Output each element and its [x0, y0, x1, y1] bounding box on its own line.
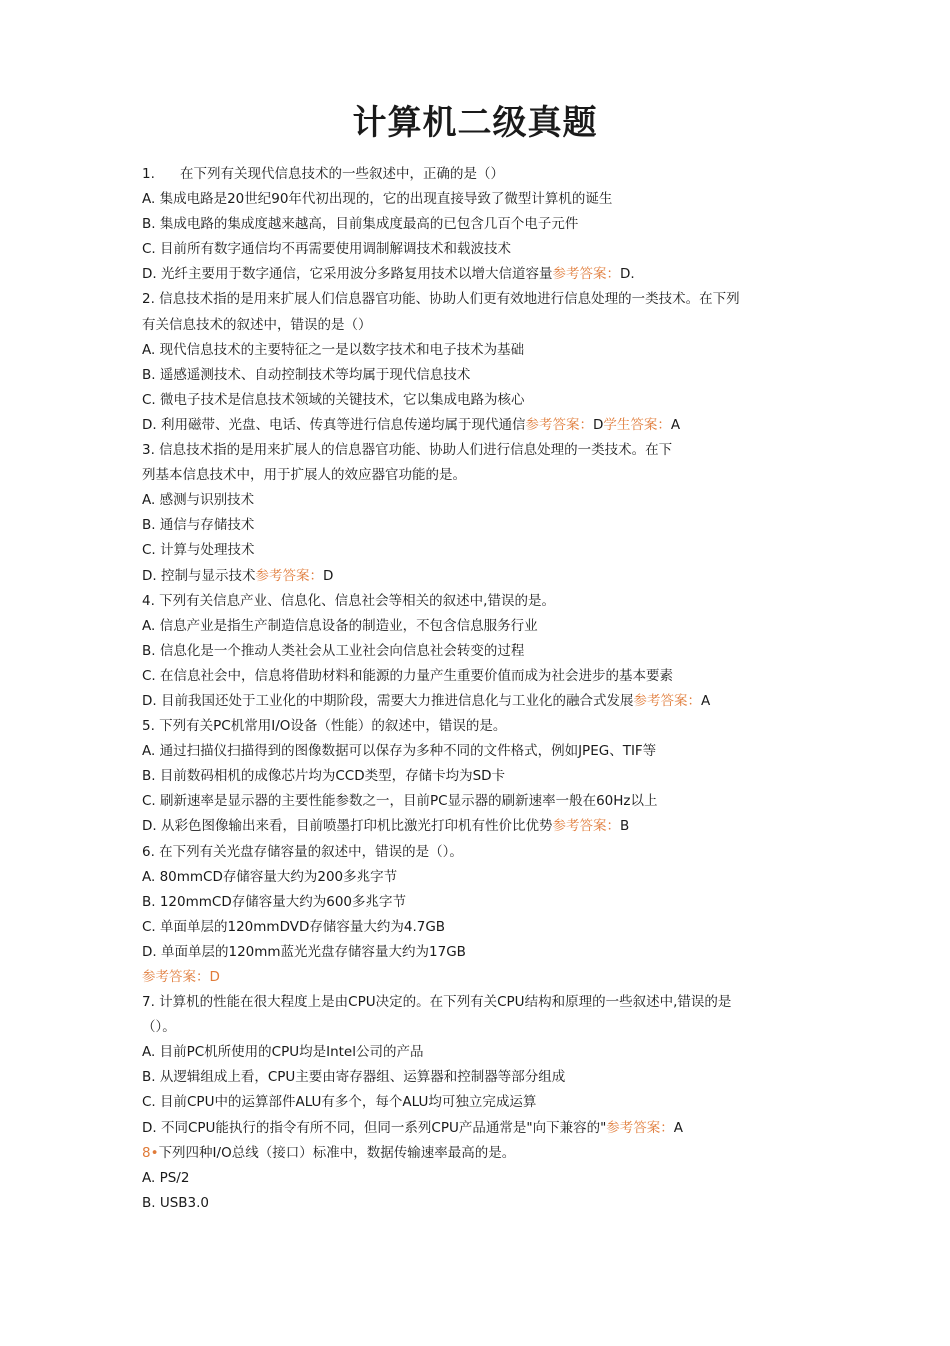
answer-value: A	[700, 692, 711, 709]
answer-line	[142, 965, 822, 990]
option-text: A. 80mmCD存储容量大约为200多兆字节	[142, 868, 398, 885]
option-text: D. 不同CPU能执行的指令有所不同，但同一系列CPU产品通常是"向下兼容的"	[142, 1119, 607, 1136]
answer-value: B	[619, 818, 630, 835]
question-number: 8•	[142, 1144, 159, 1161]
question-text: 6. 在下列有关光盘存储容量的叙述中，错误的是（）。	[142, 843, 463, 860]
option-text: B. 从逻辑组成上看，CPU主要由寄存器组、运算器和控制器等部分组成	[142, 1069, 566, 1086]
question-text: （）。	[142, 1019, 176, 1036]
question-text: 下列四种I/O总线（接口）标准中，数据传输速率最高的是。	[158, 1144, 516, 1161]
option-text: C. 目前CPU中的运算部件ALU有多个，每个ALU均可独立完成运算	[142, 1094, 537, 1111]
answer-label: 参考答案：	[525, 416, 593, 433]
answer-value: A	[673, 1119, 684, 1136]
option-text: A. 信息产业是指生产制造信息设备的制造业，不包含信息服务行业	[142, 617, 538, 634]
option-line	[142, 689, 822, 714]
option-text: C. 刷新速率是显示器的主要性能参数之一，目前PC显示器的刷新速率一般在60Hz以上	[142, 793, 658, 810]
option-line	[142, 814, 822, 839]
student-answer-label: 学生答案：	[603, 416, 671, 433]
answer-value: D	[322, 567, 334, 584]
question-text: 4. 下列有关信息产业、信息化、信息社会等相关的叙述中,错误的是。	[142, 592, 555, 609]
option-text: A. 集成电路是20世纪90年代初出现的，它的出现直接导致了微型计算机的诞生	[142, 191, 613, 208]
option-text: D. 利用磁带、光盘、电话、传真等进行信息传递均属于现代通信	[142, 416, 526, 433]
answer-label: 参考答案：	[552, 818, 620, 835]
question-text: 5. 下列有关PC机常用I/O设备（性能）的叙述中，错误的是。	[142, 718, 507, 735]
question-number: 1.	[142, 166, 155, 182]
option-text: A. PS/2	[142, 1169, 190, 1186]
answer-label: 参考答案：	[606, 1119, 674, 1136]
option-text: B. USB3.0	[142, 1194, 210, 1211]
answer-label: 参考答案：	[552, 266, 620, 283]
answer-label: 参考答案：	[633, 692, 701, 709]
option-text: C. 目前所有数字通信均不再需要使用调制解调技术和载波技术	[142, 241, 512, 258]
question-text: 7. 计算机的性能在很大程度上是由CPU决定的。在下列有关CPU结构和原理的一些叙述中,错误的是	[142, 994, 732, 1011]
question-1-stem	[142, 162, 822, 187]
question-text: 3. 信息技术指的是用来扩展人的信息器官功能、协助人们进行信息处理的一类技术。在下	[142, 442, 673, 459]
option-text: D. 目前我国还处于工业化的中期阶段，需要大力推进信息化与工业化的融合式发展	[142, 692, 634, 709]
option-line	[142, 413, 822, 438]
option-line	[142, 262, 822, 287]
option-text: B. 集成电路的集成度越来越高，目前集成度最高的已包含几百个电子元件	[142, 216, 579, 233]
question-text: 2. 信息技术指的是用来扩展人们信息器官功能、协助人们更有效地进行信息处理的一类技术。在下列	[142, 291, 740, 308]
option-text: C. 单面单层的120mmDVD存储容量大约为4.7GB	[142, 918, 446, 935]
option-text: D. 单面单层的120mm蓝光光盘存储容量大约为17GB	[142, 943, 466, 960]
option-text: C. 微电子技术是信息技术领域的关键技术，它以集成电路为核心	[142, 391, 525, 408]
question-8-stem	[142, 1141, 822, 1166]
option-text: B. 通信与存储技术	[142, 517, 255, 534]
option-text: C. 在信息社会中，信息将借助材料和能源的力量产生重要价值而成为社会进步的基本要素	[142, 667, 674, 684]
option-text: D. 控制与显示技术	[142, 567, 256, 584]
answer-label: 参考答案：	[142, 969, 210, 985]
answer-value: D.	[619, 266, 635, 283]
answer-label: 参考答案：	[255, 567, 323, 584]
option-text: B. 信息化是一个推动人类社会从工业社会向信息社会转变的过程	[142, 642, 525, 659]
option-text: A. 目前PC机所使用的CPU均是Intel公司的产品	[142, 1044, 424, 1061]
option-text: D. 从彩色图像输出来看，目前喷墨打印机比激光打印机有性价比优势	[142, 818, 553, 835]
question-text: 列基本信息技术中，用于扩展人的效应器官功能的是。	[142, 467, 466, 484]
option-text: B. 120mmCD存储容量大约为600多兆字节	[142, 893, 407, 910]
question-list	[142, 162, 822, 1216]
option-text: A. 通过扫描仪扫描得到的图像数据可以保存为多种不同的文件格式，例如JPEG、TIF等	[142, 743, 657, 760]
option-line	[142, 1116, 822, 1141]
option-text: A. 感测与识别技术	[142, 492, 255, 509]
student-answer-value: A	[670, 416, 681, 433]
answer-value: D	[209, 969, 220, 985]
option-text: B. 目前数码相机的成像芯片均为CCD类型，存储卡均为SD卡	[142, 768, 506, 785]
option-text: A. 现代信息技术的主要特征之一是以数字技术和电子技术为基础	[142, 341, 525, 358]
option-text: D. 光纤主要用于数字通信，它采用波分多路复用技术以增大信道容量	[142, 266, 553, 283]
question-text: 在下列有关现代信息技术的一些叙述中，正确的是（）	[180, 166, 504, 182]
answer-value: D	[592, 416, 604, 433]
option-text: C. 计算与处理技术	[142, 542, 255, 559]
option-line	[142, 564, 822, 589]
option-text: B. 遥感遥测技术、自动控制技术等均属于现代信息技术	[142, 366, 471, 383]
question-text: 有关信息技术的叙述中，错误的是（）	[142, 316, 372, 333]
page-title: 计算机二级真题	[352, 103, 598, 143]
